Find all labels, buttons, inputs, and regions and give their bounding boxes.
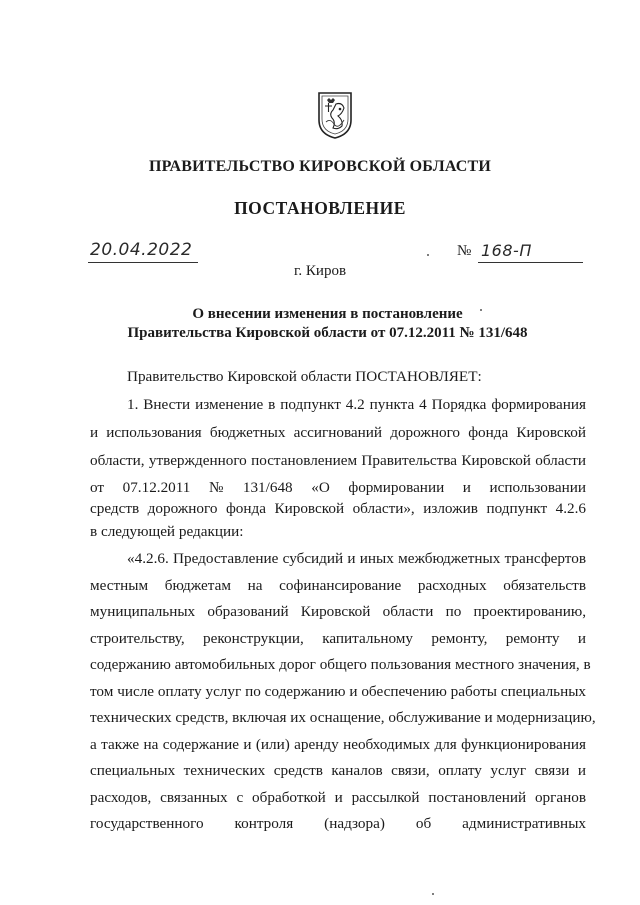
document-number: 168-П [481, 241, 532, 260]
intro-text: Правительство Кировской области ПОСТАНОВЛЯЕТ: [127, 368, 482, 385]
body-line: области, утвержденного постановлением Правительства Кировской области [90, 452, 586, 469]
subject-line-2: Правительства Кировской области от 07.12.2011 № 131/648 [127, 325, 528, 341]
body-line: средств дорожного фонда Кировской области», изложив подпункт 4.2.6 [90, 500, 586, 517]
body-line: специальных технических средств каналов связи, оплату услуг связи и [90, 762, 586, 779]
body-line: расходов, связанных с обработкой и рассылкой постановлений органов [90, 789, 586, 806]
body-line: 1. Внести изменение в подпункт 4.2 пункта 4 Порядка формирования [127, 396, 586, 413]
body-line: том числе оплату услуг по содержанию и обеспечению работы специальных [90, 683, 586, 700]
government-title: ПРАВИТЕЛЬСТВО КИРОВСКОЙ ОБЛАСТИ [148, 158, 492, 175]
document-subject [80, 305, 575, 343]
body-line: содержанию автомобильных дорог общего пользования местного значения, в [90, 656, 591, 673]
coat-of-arms-icon [316, 90, 354, 140]
body-line: строительству, реконструкции, капитальному ремонту, ремонту и [90, 630, 586, 647]
number-sign: № [457, 243, 472, 259]
body-line: местным бюджетам на софинансирование расходных обязательств [90, 577, 586, 594]
subject-line-1: О внесении изменения в постановление [192, 306, 463, 322]
document-date: 20.04.2022 [90, 240, 193, 260]
body-line: государственного контроля (надзора) об административных [90, 815, 586, 832]
body-line: «4.2.6. Предоставление субсидий и иных межбюджетных трансфертов [127, 550, 586, 567]
scan-speck [427, 254, 429, 256]
body-line: и использования бюджетных ассигнований дорожного фонда Кировской [90, 424, 586, 441]
city-name: г. Киров [293, 263, 347, 279]
body-line: в следующей редакции: [90, 523, 244, 540]
body-line: а также на содержание и (или) аренду необходимых для функционирования [90, 736, 586, 753]
body-line: от 07.12.2011 № 131/648 «О формировании и использовании [90, 479, 586, 496]
scan-speck [480, 309, 482, 311]
body-line: технических средств, включая их оснащение, обслуживание и модернизацию, [90, 709, 596, 726]
scan-speck [432, 893, 434, 895]
document-type-heading: ПОСТАНОВЛЕНИЕ [234, 198, 406, 218]
body-line: муниципальных образований Кировской области по проектированию, [90, 603, 586, 620]
